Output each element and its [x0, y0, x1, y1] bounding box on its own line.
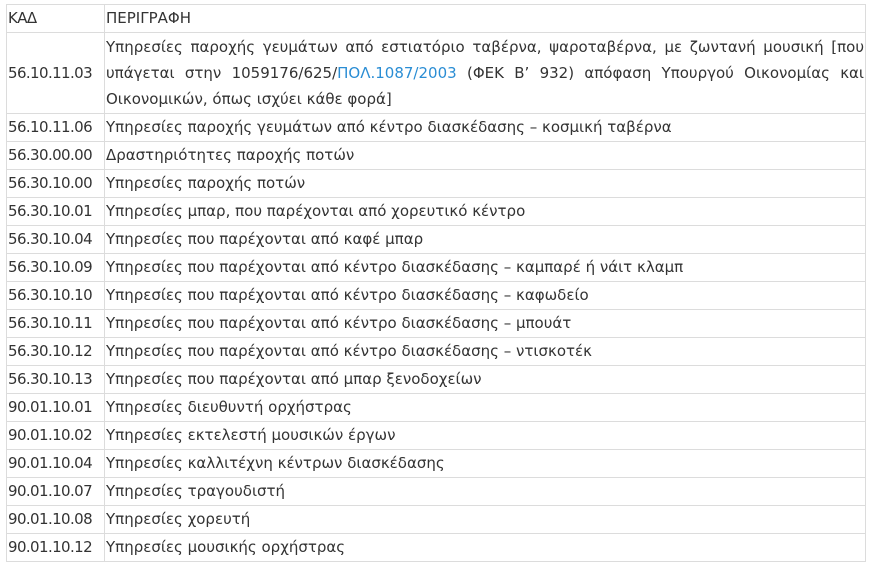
pol-decision-link[interactable]: ΠΟΛ.1087/2003 — [337, 64, 457, 82]
header-description: ΠΕΡΙΓΡΑΦΗ — [105, 5, 866, 33]
row-description: Υπηρεσίες που παρέχονται από μπαρ ξενοδοχείων — [105, 366, 866, 394]
row-description: Δραστηριότητες παροχής ποτών — [105, 142, 866, 170]
row-description: Υπηρεσίες διευθυντή ορχήστρας — [105, 394, 866, 422]
row-description: Υπηρεσίες τραγουδιστή — [105, 478, 866, 506]
header-kad: ΚΑΔ — [7, 5, 105, 33]
table-row — [7, 114, 866, 142]
row-code: 56.30.10.11 — [7, 310, 105, 338]
row-description: Υπηρεσίες που παρέχονται από κέντρο διασκέδασης – ντισκοτέκ — [105, 338, 866, 366]
row-code: 56.30.10.12 — [7, 338, 105, 366]
table-row — [7, 142, 866, 170]
table-row — [7, 170, 866, 198]
table-row — [7, 478, 866, 506]
row-code: 90.01.10.12 — [7, 534, 105, 562]
row-code: 56.10.11.06 — [7, 114, 105, 142]
table-row — [7, 198, 866, 226]
row-code: 90.01.10.04 — [7, 450, 105, 478]
row-code: 56.30.10.01 — [7, 198, 105, 226]
table-row — [7, 254, 866, 282]
row-description: Υπηρεσίες που παρέχονται από κέντρο διασκέδασης – καφωδείο — [105, 282, 866, 310]
row-description: Υπηρεσίες μπαρ, που παρέχονται από χορευτικό κέντρο — [105, 198, 866, 226]
row-code: 90.01.10.08 — [7, 506, 105, 534]
table-row — [7, 450, 866, 478]
table-row — [7, 310, 866, 338]
row-code: 56.30.10.10 — [7, 282, 105, 310]
table-row — [7, 33, 866, 114]
row-description: Υπηρεσίες καλλιτέχνη κέντρων διασκέδασης — [105, 450, 866, 478]
table-row — [7, 366, 866, 394]
table-row — [7, 506, 866, 534]
table-row — [7, 422, 866, 450]
table-row — [7, 226, 866, 254]
row-description: Υπηρεσίες που παρέχονται από κέντρο διασκέδασης – καμπαρέ ή νάιτ κλαμπ — [105, 254, 866, 282]
row-description: Υπηρεσίες εκτελεστή μουσικών έργων — [105, 422, 866, 450]
table-row — [7, 534, 866, 562]
row-code: 56.30.10.13 — [7, 366, 105, 394]
table-row — [7, 394, 866, 422]
table-row — [7, 282, 866, 310]
row-code: 56.10.11.03 — [7, 33, 105, 114]
page-bottom-edge — [0, 566, 880, 572]
table-row — [7, 338, 866, 366]
row-description: Υπηρεσίες παροχής ποτών — [105, 170, 866, 198]
row-description: Υπηρεσίες χορευτή — [105, 506, 866, 534]
row-description: Υπηρεσίες που παρέχονται από κέντρο διασκέδασης – μπουάτ — [105, 310, 866, 338]
description-text-after: (ΦΕΚ Β’ 932) απόφαση Υπουργού Οικονομίας και Οικονομικών, όπως ισχύει κάθε φορά] — [106, 64, 864, 108]
row-code: 56.30.10.09 — [7, 254, 105, 282]
row-code: 56.30.10.00 — [7, 170, 105, 198]
row-description: Υπηρεσίες μουσικής ορχήστρας — [105, 534, 866, 562]
row-description — [105, 33, 866, 114]
kad-table — [6, 4, 866, 562]
row-code: 90.01.10.07 — [7, 478, 105, 506]
row-code: 56.30.00.00 — [7, 142, 105, 170]
row-code: 90.01.10.01 — [7, 394, 105, 422]
row-code: 56.30.10.04 — [7, 226, 105, 254]
row-description: Υπηρεσίες που παρέχονται από καφέ μπαρ — [105, 226, 866, 254]
description-text-before: Υπηρεσίες παροχής γευμάτων από εστιατόριο ταβέρνα, ψαροταβέρνα, με ζωντανή μουσική [που υπάγεται στην 1059176/625/ — [106, 38, 864, 82]
table-header-row — [7, 5, 866, 33]
row-description: Υπηρεσίες παροχής γευμάτων από κέντρο διασκέδασης – κοσμική ταβέρνα — [105, 114, 866, 142]
row-code: 90.01.10.02 — [7, 422, 105, 450]
